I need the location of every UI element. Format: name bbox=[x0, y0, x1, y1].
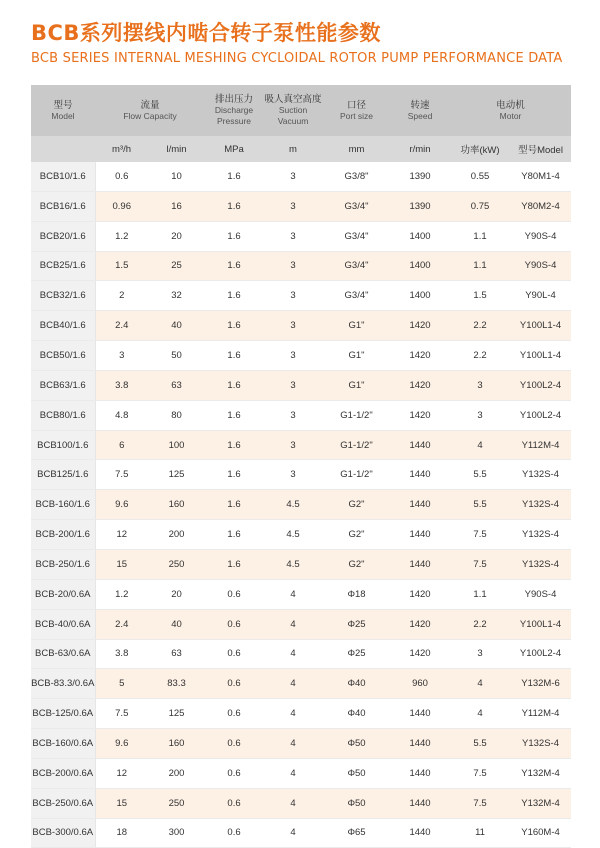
cell-flow-lmin: 20 bbox=[148, 221, 205, 251]
cell-vacuum: 3 bbox=[263, 341, 323, 371]
cell-flow-lmin: 40 bbox=[148, 609, 205, 639]
cell-vacuum: 4.5 bbox=[263, 549, 323, 579]
cell-speed: 1420 bbox=[390, 609, 450, 639]
cell-model: BCB-300/0.6A bbox=[31, 818, 95, 848]
cell-power: 7.5 bbox=[450, 520, 510, 550]
cell-vacuum: 4 bbox=[263, 818, 323, 848]
cell-vacuum: 3 bbox=[263, 430, 323, 460]
cell-flow-lmin: 250 bbox=[148, 549, 205, 579]
cell-flow-m3h: 6 bbox=[95, 430, 148, 460]
cell-flow-lmin: 160 bbox=[148, 729, 205, 759]
cell-speed: 1440 bbox=[390, 520, 450, 550]
cell-speed: 1400 bbox=[390, 251, 450, 281]
table-row bbox=[31, 639, 571, 669]
unit-motor-model: 型号Model bbox=[510, 136, 571, 162]
cell-flow-m3h: 4.8 bbox=[95, 400, 148, 430]
cell-port: Φ40 bbox=[323, 699, 390, 729]
cell-model: BCB20/1.6 bbox=[31, 221, 95, 251]
cell-model: BCB80/1.6 bbox=[31, 400, 95, 430]
cell-port: Φ25 bbox=[323, 609, 390, 639]
cell-motor-model: Y90L-4 bbox=[510, 281, 571, 311]
cell-power: 7.5 bbox=[450, 758, 510, 788]
cell-port: G3/4" bbox=[323, 281, 390, 311]
cell-flow-m3h: 9.6 bbox=[95, 729, 148, 759]
cell-port: G3/4" bbox=[323, 251, 390, 281]
cell-pressure: 1.6 bbox=[205, 162, 263, 191]
cell-vacuum: 3 bbox=[263, 400, 323, 430]
cell-port: G2" bbox=[323, 490, 390, 520]
cell-speed: 1420 bbox=[390, 370, 450, 400]
unit-flow-m3h: m³/h bbox=[95, 136, 148, 162]
table-row bbox=[31, 699, 571, 729]
cell-model: BCB32/1.6 bbox=[31, 281, 95, 311]
table-row bbox=[31, 400, 571, 430]
cell-flow-lmin: 160 bbox=[148, 490, 205, 520]
cell-port: Φ25 bbox=[323, 639, 390, 669]
table-row bbox=[31, 191, 571, 221]
unit-flow-lmin: l/min bbox=[148, 136, 205, 162]
table-row bbox=[31, 520, 571, 550]
cell-flow-lmin: 200 bbox=[148, 520, 205, 550]
cell-vacuum: 4 bbox=[263, 699, 323, 729]
cell-pressure: 0.6 bbox=[205, 758, 263, 788]
cell-pressure: 0.6 bbox=[205, 609, 263, 639]
table-row bbox=[31, 729, 571, 759]
cell-port: G1-1/2" bbox=[323, 430, 390, 460]
cell-power: 0.75 bbox=[450, 191, 510, 221]
header-motor: 电动机 Motor bbox=[450, 85, 571, 136]
header-row-titles bbox=[31, 85, 571, 136]
cell-model: BCB125/1.6 bbox=[31, 460, 95, 490]
cell-vacuum: 4 bbox=[263, 758, 323, 788]
cell-speed: 1440 bbox=[390, 460, 450, 490]
cell-speed: 1420 bbox=[390, 341, 450, 371]
cell-motor-model: Y132M-6 bbox=[510, 669, 571, 699]
cell-port: Φ50 bbox=[323, 729, 390, 759]
unit-model-blank bbox=[31, 136, 95, 162]
cell-flow-lmin: 32 bbox=[148, 281, 205, 311]
cell-model: BCB-160/1.6 bbox=[31, 490, 95, 520]
cell-speed: 1440 bbox=[390, 788, 450, 818]
cell-flow-lmin: 50 bbox=[148, 341, 205, 371]
header-port: 口径 Port size bbox=[323, 85, 390, 136]
header-vacuum: 吸人真空高度 Suction Vacuum bbox=[263, 85, 323, 136]
cell-speed: 1420 bbox=[390, 400, 450, 430]
cell-flow-m3h: 1.2 bbox=[95, 579, 148, 609]
cell-speed: 1440 bbox=[390, 699, 450, 729]
cell-flow-m3h: 9.6 bbox=[95, 490, 148, 520]
cell-motor-model: Y90S-4 bbox=[510, 251, 571, 281]
cell-port: G2" bbox=[323, 549, 390, 579]
cell-flow-m3h: 15 bbox=[95, 549, 148, 579]
cell-flow-lmin: 125 bbox=[148, 460, 205, 490]
cell-speed: 1440 bbox=[390, 818, 450, 848]
table-row bbox=[31, 341, 571, 371]
cell-pressure: 1.6 bbox=[205, 460, 263, 490]
cell-vacuum: 3 bbox=[263, 221, 323, 251]
cell-motor-model: Y132M-4 bbox=[510, 758, 571, 788]
cell-power: 7.5 bbox=[450, 788, 510, 818]
cell-model: BCB25/1.6 bbox=[31, 251, 95, 281]
cell-model: BCB-250/0.6A bbox=[31, 788, 95, 818]
cell-vacuum: 4 bbox=[263, 639, 323, 669]
cell-pressure: 0.6 bbox=[205, 669, 263, 699]
cell-power: 7.5 bbox=[450, 549, 510, 579]
cell-port: G1" bbox=[323, 311, 390, 341]
cell-flow-lmin: 80 bbox=[148, 400, 205, 430]
cell-port: G1" bbox=[323, 370, 390, 400]
cell-flow-lmin: 63 bbox=[148, 639, 205, 669]
cell-port: G3/4" bbox=[323, 221, 390, 251]
cell-pressure: 0.6 bbox=[205, 579, 263, 609]
cell-model: BCB63/1.6 bbox=[31, 370, 95, 400]
cell-speed: 1440 bbox=[390, 729, 450, 759]
cell-model: BCB-20/0.6A bbox=[31, 579, 95, 609]
cell-power: 0.55 bbox=[450, 162, 510, 191]
cell-vacuum: 3 bbox=[263, 251, 323, 281]
cell-model: BCB50/1.6 bbox=[31, 341, 95, 371]
cell-vacuum: 3 bbox=[263, 460, 323, 490]
cell-flow-m3h: 0.6 bbox=[95, 162, 148, 191]
table-row bbox=[31, 579, 571, 609]
cell-model: BCB-40/0.6A bbox=[31, 609, 95, 639]
cell-model: BCB-250/1.6 bbox=[31, 549, 95, 579]
table-row bbox=[31, 281, 571, 311]
cell-flow-lmin: 16 bbox=[148, 191, 205, 221]
cell-pressure: 1.6 bbox=[205, 191, 263, 221]
cell-flow-m3h: 15 bbox=[95, 788, 148, 818]
cell-port: Φ18 bbox=[323, 579, 390, 609]
cell-pressure: 1.6 bbox=[205, 311, 263, 341]
cell-pressure: 0.6 bbox=[205, 639, 263, 669]
cell-power: 4 bbox=[450, 669, 510, 699]
cell-motor-model: Y100L2-4 bbox=[510, 639, 571, 669]
cell-flow-lmin: 300 bbox=[148, 818, 205, 848]
cell-pressure: 1.6 bbox=[205, 221, 263, 251]
table-row bbox=[31, 758, 571, 788]
cell-motor-model: Y132S-4 bbox=[510, 549, 571, 579]
cell-flow-m3h: 3.8 bbox=[95, 370, 148, 400]
performance-table bbox=[31, 85, 571, 848]
cell-model: BCB-200/1.6 bbox=[31, 520, 95, 550]
cell-vacuum: 3 bbox=[263, 370, 323, 400]
cell-pressure: 1.6 bbox=[205, 370, 263, 400]
table-row bbox=[31, 162, 571, 191]
header-flow: 流量 Flow Capacity bbox=[95, 85, 205, 136]
cell-flow-m3h: 3 bbox=[95, 341, 148, 371]
cell-power: 2.2 bbox=[450, 311, 510, 341]
cell-power: 3 bbox=[450, 370, 510, 400]
cell-power: 5.5 bbox=[450, 490, 510, 520]
cell-model: BCB-125/0.6A bbox=[31, 699, 95, 729]
unit-vacuum: m bbox=[263, 136, 323, 162]
cell-port: Φ40 bbox=[323, 669, 390, 699]
cell-model: BCB-83.3/0.6A bbox=[31, 669, 95, 699]
cell-model: BCB40/1.6 bbox=[31, 311, 95, 341]
cell-motor-model: Y100L1-4 bbox=[510, 341, 571, 371]
cell-model: BCB-200/0.6A bbox=[31, 758, 95, 788]
cell-pressure: 1.6 bbox=[205, 430, 263, 460]
unit-speed: r/min bbox=[390, 136, 450, 162]
cell-power: 1.1 bbox=[450, 221, 510, 251]
cell-vacuum: 4 bbox=[263, 729, 323, 759]
cell-flow-lmin: 83.3 bbox=[148, 669, 205, 699]
cell-flow-lmin: 200 bbox=[148, 758, 205, 788]
cell-speed: 1400 bbox=[390, 221, 450, 251]
table-row bbox=[31, 490, 571, 520]
cell-port: G2" bbox=[323, 520, 390, 550]
cell-speed: 1420 bbox=[390, 579, 450, 609]
cell-flow-m3h: 0.96 bbox=[95, 191, 148, 221]
header-model: 型号 Model bbox=[31, 85, 95, 136]
cell-motor-model: Y132S-4 bbox=[510, 490, 571, 520]
cell-power: 4 bbox=[450, 699, 510, 729]
cell-motor-model: Y100L1-4 bbox=[510, 311, 571, 341]
cell-motor-model: Y100L2-4 bbox=[510, 370, 571, 400]
cell-motor-model: Y112M-4 bbox=[510, 430, 571, 460]
cell-port: Φ50 bbox=[323, 758, 390, 788]
cell-port: G1" bbox=[323, 341, 390, 371]
cell-flow-m3h: 2.4 bbox=[95, 609, 148, 639]
cell-vacuum: 4 bbox=[263, 788, 323, 818]
cell-power: 1.1 bbox=[450, 251, 510, 281]
cell-port: G1-1/2" bbox=[323, 460, 390, 490]
cell-flow-m3h: 1.2 bbox=[95, 221, 148, 251]
cell-motor-model: Y80M1-4 bbox=[510, 162, 571, 191]
cell-model: BCB-160/0.6A bbox=[31, 729, 95, 759]
cell-power: 5.5 bbox=[450, 729, 510, 759]
cell-power: 4 bbox=[450, 430, 510, 460]
cell-vacuum: 3 bbox=[263, 311, 323, 341]
cell-motor-model: Y132S-4 bbox=[510, 520, 571, 550]
cell-pressure: 0.6 bbox=[205, 699, 263, 729]
cell-speed: 1440 bbox=[390, 758, 450, 788]
cell-pressure: 0.6 bbox=[205, 729, 263, 759]
cell-speed: 1440 bbox=[390, 490, 450, 520]
cell-model: BCB100/1.6 bbox=[31, 430, 95, 460]
cell-vacuum: 4 bbox=[263, 609, 323, 639]
cell-flow-lmin: 20 bbox=[148, 579, 205, 609]
cell-speed: 1440 bbox=[390, 430, 450, 460]
cell-vacuum: 3 bbox=[263, 281, 323, 311]
cell-pressure: 1.6 bbox=[205, 251, 263, 281]
table-body bbox=[31, 162, 571, 848]
cell-speed: 1420 bbox=[390, 311, 450, 341]
cell-model: BCB10/1.6 bbox=[31, 162, 95, 191]
cell-flow-m3h: 2.4 bbox=[95, 311, 148, 341]
header-row-units bbox=[31, 136, 571, 162]
cell-pressure: 1.6 bbox=[205, 400, 263, 430]
cell-pressure: 0.6 bbox=[205, 788, 263, 818]
cell-vacuum: 4 bbox=[263, 669, 323, 699]
table-row bbox=[31, 311, 571, 341]
cell-motor-model: Y132S-4 bbox=[510, 460, 571, 490]
cell-flow-m3h: 18 bbox=[95, 818, 148, 848]
cell-speed: 1440 bbox=[390, 549, 450, 579]
cell-power: 1.5 bbox=[450, 281, 510, 311]
cell-power: 11 bbox=[450, 818, 510, 848]
header-speed: 转速 Speed bbox=[390, 85, 450, 136]
cell-power: 1.1 bbox=[450, 579, 510, 609]
cell-vacuum: 4.5 bbox=[263, 490, 323, 520]
unit-port: mm bbox=[323, 136, 390, 162]
cell-flow-lmin: 10 bbox=[148, 162, 205, 191]
cell-speed: 1400 bbox=[390, 281, 450, 311]
cell-port: G1-1/2" bbox=[323, 400, 390, 430]
cell-port: G3/8" bbox=[323, 162, 390, 191]
table-row bbox=[31, 788, 571, 818]
cell-flow-m3h: 7.5 bbox=[95, 699, 148, 729]
cell-speed: 1420 bbox=[390, 639, 450, 669]
cell-motor-model: Y80M2-4 bbox=[510, 191, 571, 221]
cell-port: Φ65 bbox=[323, 818, 390, 848]
cell-pressure: 1.6 bbox=[205, 520, 263, 550]
table-row bbox=[31, 818, 571, 848]
table-row bbox=[31, 609, 571, 639]
cell-motor-model: Y132M-4 bbox=[510, 788, 571, 818]
table-row bbox=[31, 251, 571, 281]
table-row bbox=[31, 221, 571, 251]
cell-flow-lmin: 125 bbox=[148, 699, 205, 729]
cell-model: BCB-63/0.6A bbox=[31, 639, 95, 669]
cell-flow-lmin: 250 bbox=[148, 788, 205, 818]
cell-motor-model: Y112M-4 bbox=[510, 699, 571, 729]
cell-vacuum: 4 bbox=[263, 579, 323, 609]
cell-flow-lmin: 63 bbox=[148, 370, 205, 400]
page-title-en: BCB SERIES INTERNAL MESHING CYCLOIDAL ROTOR PUMP PERFORMANCE DATA bbox=[31, 51, 563, 66]
cell-motor-model: Y132S-4 bbox=[510, 729, 571, 759]
cell-speed: 1390 bbox=[390, 191, 450, 221]
cell-vacuum: 4.5 bbox=[263, 520, 323, 550]
cell-flow-m3h: 1.5 bbox=[95, 251, 148, 281]
cell-speed: 1390 bbox=[390, 162, 450, 191]
cell-port: G3/4" bbox=[323, 191, 390, 221]
cell-port: Φ50 bbox=[323, 788, 390, 818]
table-row bbox=[31, 430, 571, 460]
cell-power: 3 bbox=[450, 639, 510, 669]
cell-power: 5.5 bbox=[450, 460, 510, 490]
page-title-cn: BCB系列摆线内啮合转子泵性能参数 bbox=[31, 21, 381, 45]
unit-power: 功率(kW) bbox=[450, 136, 510, 162]
cell-motor-model: Y160M-4 bbox=[510, 818, 571, 848]
cell-pressure: 1.6 bbox=[205, 341, 263, 371]
table-row bbox=[31, 669, 571, 699]
cell-vacuum: 3 bbox=[263, 191, 323, 221]
cell-flow-m3h: 12 bbox=[95, 758, 148, 788]
table-row bbox=[31, 370, 571, 400]
cell-flow-m3h: 5 bbox=[95, 669, 148, 699]
cell-pressure: 0.6 bbox=[205, 818, 263, 848]
cell-motor-model: Y90S-4 bbox=[510, 221, 571, 251]
header-pressure: 排出压力 Discharge Pressure bbox=[205, 85, 263, 136]
cell-pressure: 1.6 bbox=[205, 490, 263, 520]
cell-motor-model: Y100L2-4 bbox=[510, 400, 571, 430]
cell-flow-m3h: 2 bbox=[95, 281, 148, 311]
cell-motor-model: Y100L1-4 bbox=[510, 609, 571, 639]
cell-flow-lmin: 25 bbox=[148, 251, 205, 281]
cell-power: 3 bbox=[450, 400, 510, 430]
cell-flow-m3h: 3.8 bbox=[95, 639, 148, 669]
cell-flow-lmin: 40 bbox=[148, 311, 205, 341]
table-row bbox=[31, 460, 571, 490]
unit-pressure: MPa bbox=[205, 136, 263, 162]
cell-flow-lmin: 100 bbox=[148, 430, 205, 460]
cell-flow-m3h: 7.5 bbox=[95, 460, 148, 490]
cell-flow-m3h: 12 bbox=[95, 520, 148, 550]
cell-power: 2.2 bbox=[450, 341, 510, 371]
table-row bbox=[31, 549, 571, 579]
cell-power: 2.2 bbox=[450, 609, 510, 639]
cell-model: BCB16/1.6 bbox=[31, 191, 95, 221]
cell-motor-model: Y90S-4 bbox=[510, 579, 571, 609]
cell-vacuum: 3 bbox=[263, 162, 323, 191]
cell-pressure: 1.6 bbox=[205, 549, 263, 579]
cell-speed: 960 bbox=[390, 669, 450, 699]
cell-pressure: 1.6 bbox=[205, 281, 263, 311]
